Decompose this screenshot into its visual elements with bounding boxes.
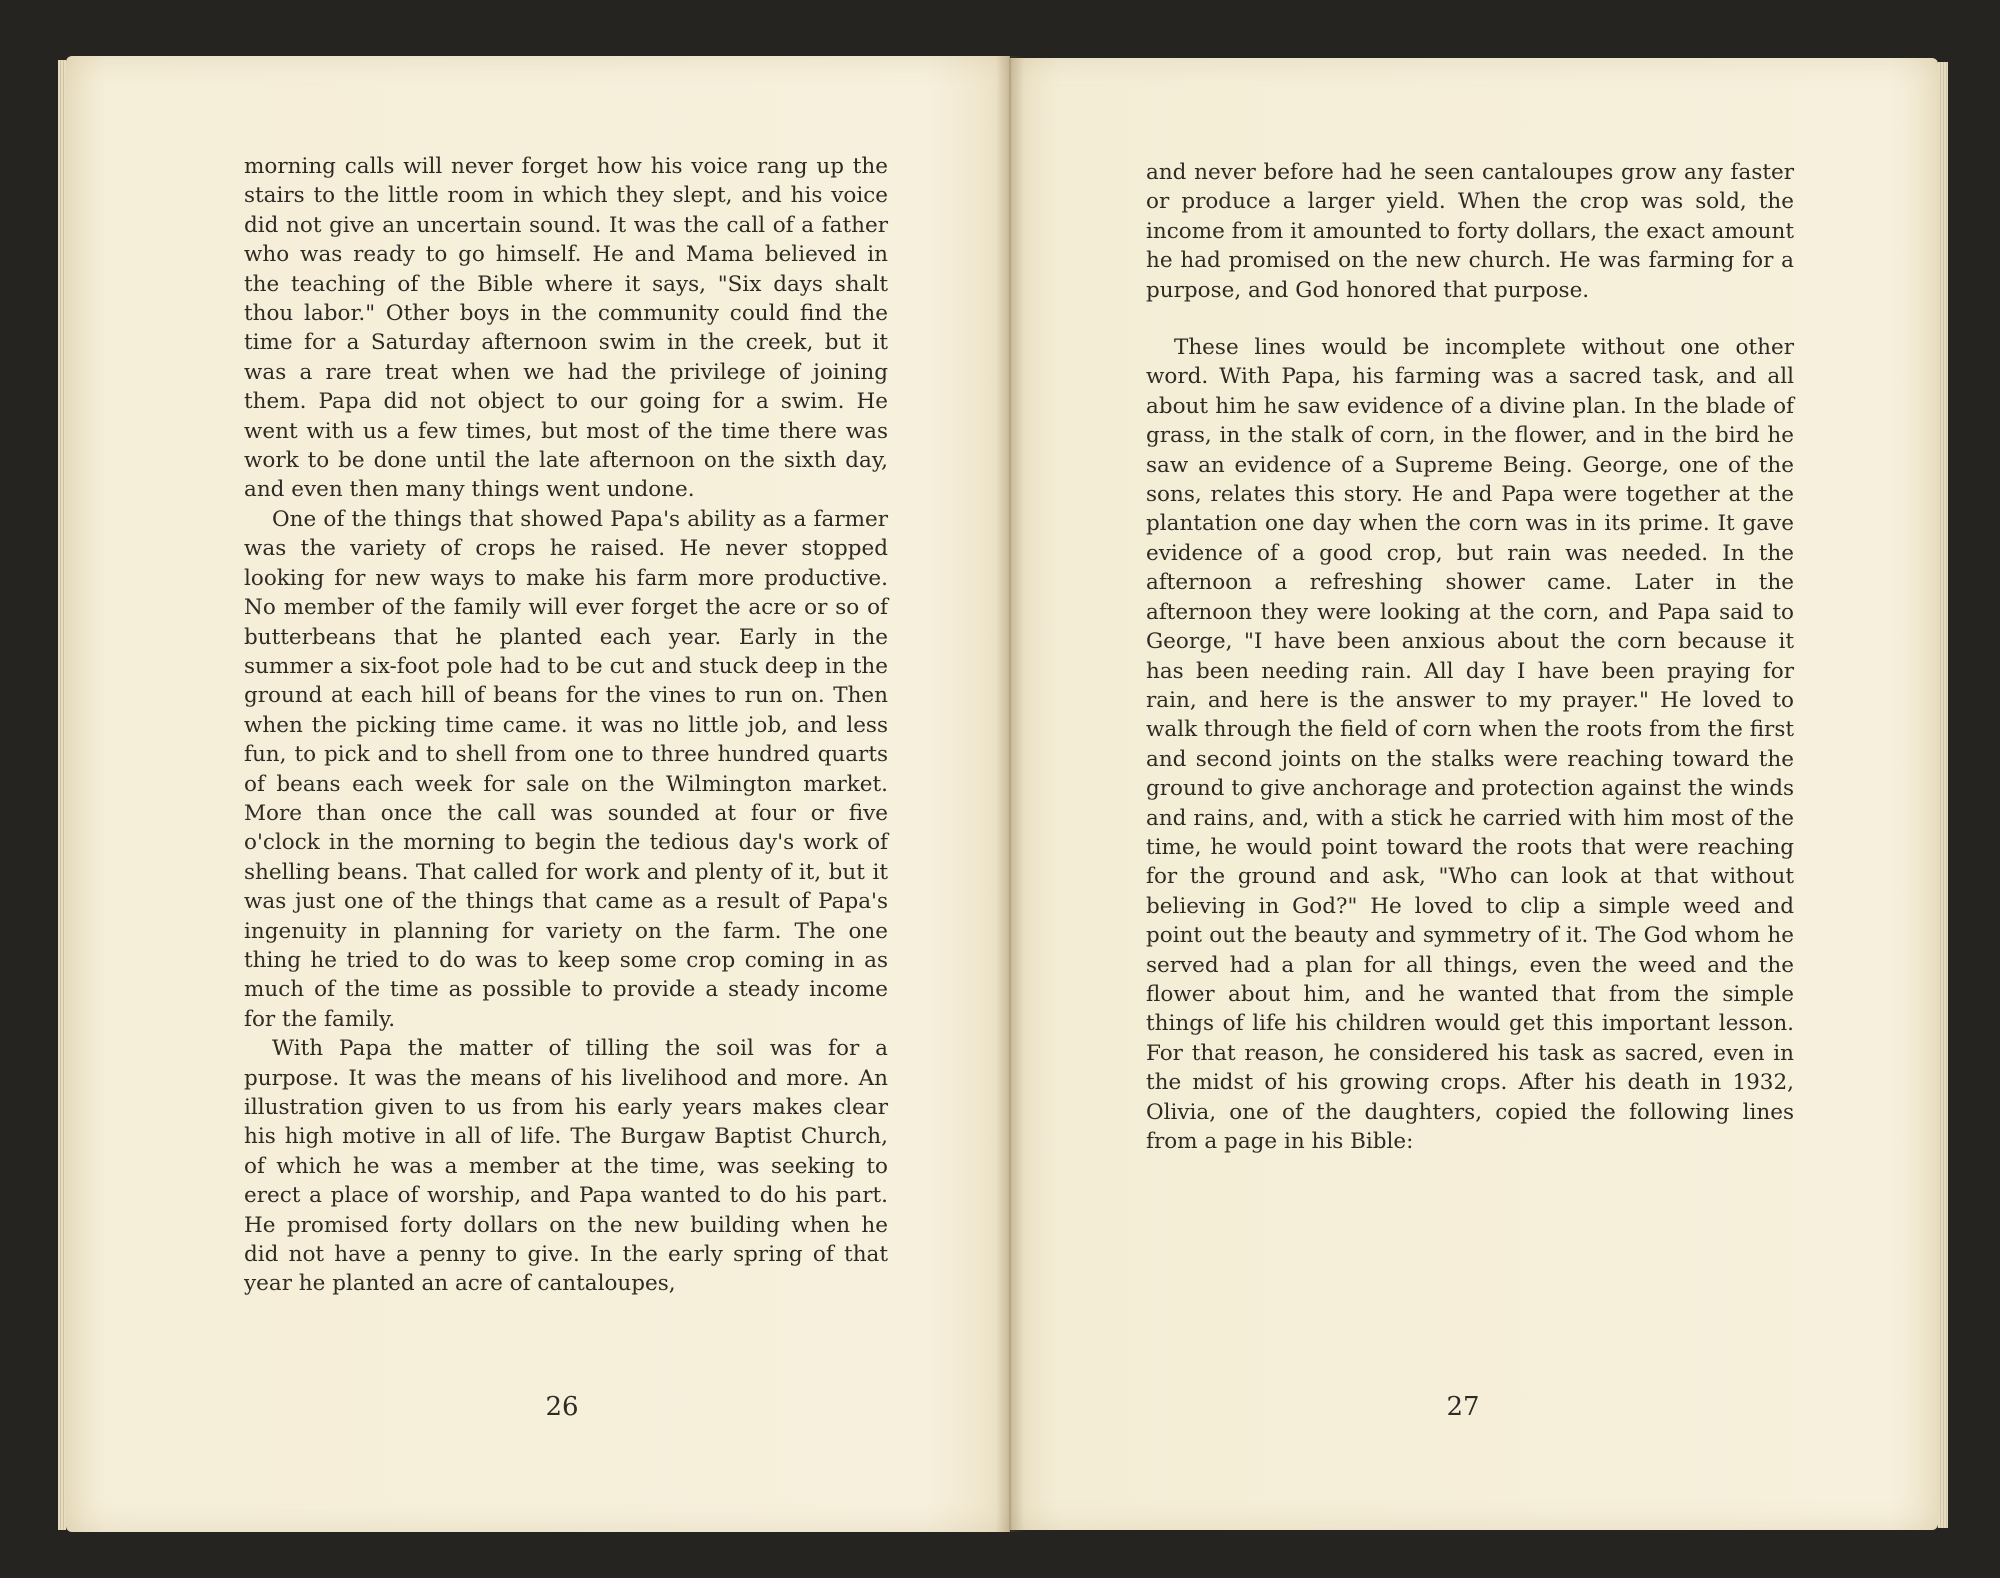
right-page-number: 27 [1446, 1392, 1480, 1422]
left-paragraph-3: With Papa the matter of tilling the soil was for a purpose. It was the means of his livelihood and more. An illustration given to us from his early years makes clear his high motive in all of life. The Burgaw Baptist Church, of which he was a member at the time, was seeking to erect a place of worship, and Papa wanted to do his part. He promised forty dollars on the new building when he did not have a penny to give. In the early spring of that year he planted an acre of cantaloupes, [244, 1036, 888, 1297]
book-gutter [996, 56, 1024, 1532]
left-paragraph-1: morning calls will never forget how his voice rang up the stairs to the little room in which they slept, and his voice did not give an uncertain sound. It was the call of a father who was ready to go himself. He and Mama believed in the teaching of the Bible where it says, "Six days shalt thou labor." Other boys in the community could find the time for a Saturday afternoon swim in the creek, but it was a rare treat when we had the privilege of joining them. Papa did not object to our going for a swim. He went with us a few times, but most of the time there was work to be done until the late afternoon on the sixth day, and even then many things went undone. [244, 154, 888, 503]
right-page-edges [1938, 62, 1948, 1528]
right-paragraph-2: These lines would be incomplete without one other word. With Papa, his farming was a sacred task, and all about him he saw evidence of a divine plan. In the blade of grass, in the stalk of corn, in the flower, and in the bird he saw an evidence of a Supreme Being. George, one of the sons, relates this story. He and Papa were together at the plantation one day when the corn was in its prime. It gave evidence of a good crop, but rain was needed. In the afternoon a refreshing shower came. Later in the afternoon they were looking at the corn, and Papa said to George, "I have been anxious about the corn because it has been needing rain. All day I have been praying for rain, and here is the answer to my prayer." He loved to walk through the field of corn when the roots from the first and second joints on the stalks were reaching toward the ground to give anchorage and protection against the winds and rains, and, with a stick he carried with him most of the time, he would point toward the roots that were reaching for the ground and ask, "Who can look at that without believing in God?" He loved to clip a simple weed and point out the beauty and symmetry of it. The God whom he served had a plan for all things, even the weed and the flower about him, and he wanted that from the simple things of life his children would get this important lesson. For that reason, he considered his task as sacred, even in the midst of his growing crops. After his death in 1932, Olivia, one of the daughters, copied the following lines from a page in his Bible: [1146, 335, 1794, 1154]
right-page-body [1146, 158, 1794, 1156]
left-paragraph-2: One of the things that showed Papa's ability as a farmer was the variety of crops he raised. He never stopped looking for new ways to make his farm more productive. No member of the family will ever forget the acre or so of butterbeans that he planted each year. Early in the summer a six-foot pole had to be cut and stuck deep in the ground at each hill of beans for the vines to run on. Then when the picking time came. it was no little job, and less fun, to pick and to shell from one to three hundred quarts of beans each week for sale on the Wilmington market. More than once the call was sounded at four or five o'clock in the morning to begin the tedious day's work of shelling beans. That called for work and plenty of it, but it was just one of the things that came as a result of Papa's ingenuity in planning for variety on the farm. The one thing he tried to do was to keep some crop coming in as much of the time as possible to provide a steady income for the family. [244, 506, 888, 1032]
left-page [66, 56, 1010, 1532]
right-page [1010, 58, 1938, 1530]
left-page-edges [58, 60, 66, 1530]
left-page-body [244, 152, 888, 1299]
left-page-number: 26 [545, 1392, 579, 1422]
right-paragraph-1: and never before had he seen cantaloupes grow any faster or produce a larger yield. When the crop was sold, the income from it amounted to forty dollars, the exact amount he had promised on the new church. He was farming for a purpose, and God honored that purpose. [1146, 160, 1794, 303]
